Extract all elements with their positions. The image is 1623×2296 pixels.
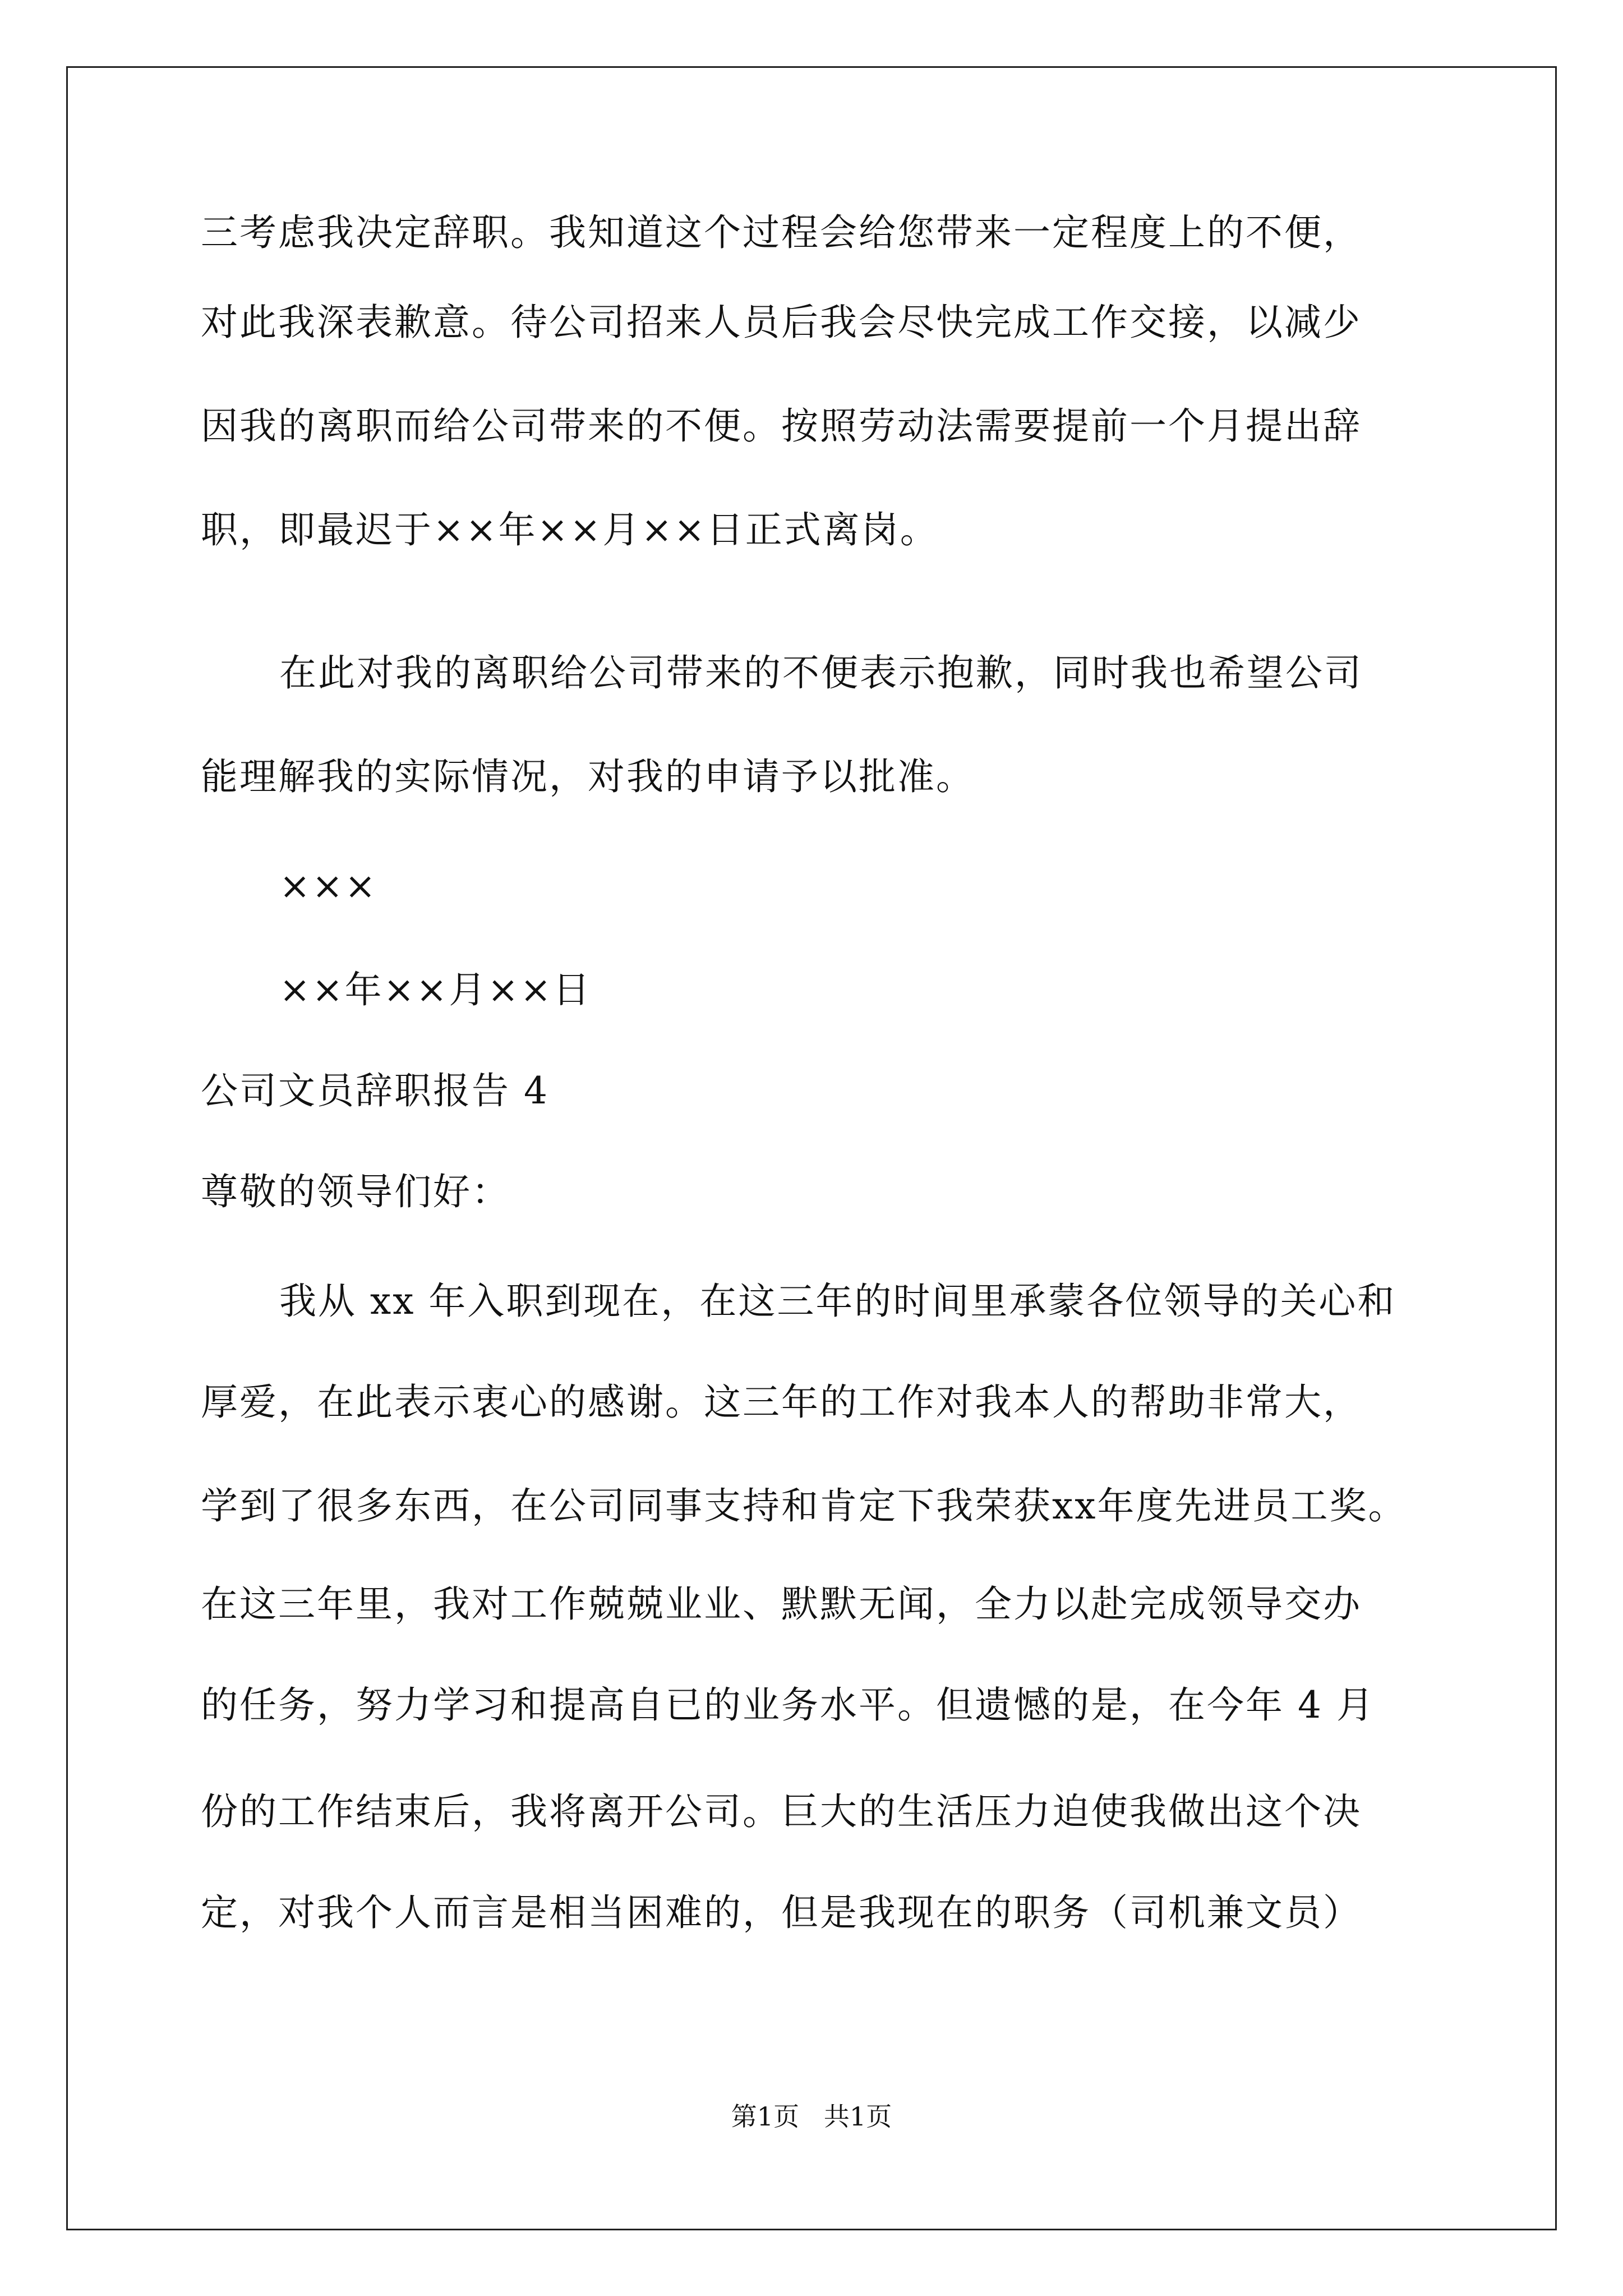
text-line: 学到了很多东西，在公司同事支持和肯定下我荣获xx年度先进员工奖。 — [201, 1484, 1407, 1527]
page-number-footer: 第1页 共1页 — [731, 2101, 892, 2132]
signature-name: ××× — [279, 864, 377, 908]
text-line: 在这三年里，我对工作兢兢业业、默默无闻，全力以赴完成领导交办 — [201, 1582, 1362, 1626]
text-line: 能理解我的实际情况，对我的申请予以批准。 — [201, 755, 975, 798]
text-line: 因我的离职而给公司带来的不便。按照劳动法需要提前一个月提出辞 — [201, 404, 1362, 448]
signature-date: ××年××月××日 — [279, 968, 592, 1011]
text-line: 厚爱，在此表示衷心的感谢。这三年的工作对我本人的帮助非常大， — [201, 1381, 1362, 1424]
salutation: 尊敬的领导们好： — [201, 1170, 510, 1213]
text-line: 份的工作结束后，我将离开公司。巨大的生活压力迫使我做出这个决 — [201, 1790, 1362, 1833]
section-heading: 公司文员辞职报告 4 — [201, 1069, 549, 1112]
paragraph-first-line: 在此对我的离职给公司带来的不便表示抱歉，同时我也希望公司 — [279, 651, 1363, 694]
text-line: 定，对我个人而言是相当困难的，但是我现在的职务（司机兼文员） — [201, 1891, 1362, 1934]
text-line: 职，即最迟于××年××月××日正式离岗。 — [201, 508, 939, 551]
paragraph-first-line: 我从 xx 年入职到现在，在这三年的时间里承蒙各位领导的关心和 — [279, 1280, 1396, 1323]
text-line: 的任务，努力学习和提高自已的业务水平。但遗憾的是，在今年 4 月 — [201, 1683, 1375, 1727]
text-line: 三考虑我决定辞职。我知道这个过程会给您带来一定程度上的不便， — [201, 211, 1362, 254]
text-line: 对此我深表歉意。待公司招来人员后我会尽快完成工作交接，以减少 — [201, 301, 1362, 344]
